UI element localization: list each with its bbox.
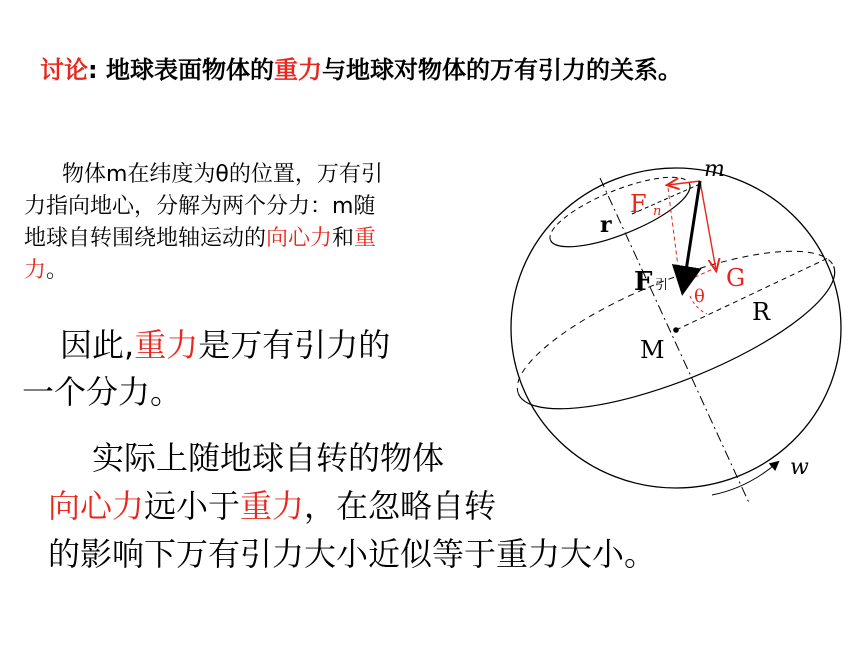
label-R: R <box>752 298 771 326</box>
label-F-subscript: 引 <box>655 278 669 293</box>
earth-center-dot <box>673 327 679 333</box>
label-F: F <box>634 267 653 297</box>
para3-text-post: ，在忽略自转 <box>304 487 497 525</box>
para1-line1: 物体m在纬度为θ的位置，万有引 <box>62 162 383 187</box>
centripetal-force-arrow <box>668 181 700 185</box>
para2-text-post: 是万有引力的 <box>198 326 391 364</box>
rotation-direction-arrow <box>712 462 778 495</box>
title-text-post: 与地球对物体的万有引力的关系。 <box>321 56 682 84</box>
para3-gravity: 重力 <box>240 487 305 525</box>
para3-centripetal-force: 向心力 <box>48 487 145 525</box>
para1-period: 。 <box>46 258 69 283</box>
para2-gravity: 重力 <box>134 326 199 364</box>
label-theta: θ <box>694 286 705 307</box>
label-w: w <box>790 455 809 480</box>
label-G: G <box>726 264 746 292</box>
para3-much-smaller: 远小于 <box>144 487 241 525</box>
label-M: M <box>640 336 665 364</box>
title-colon: : <box>88 56 98 84</box>
para3-line3: 的影响下万有引力大小近似等于重力大小。 <box>48 535 657 573</box>
title-highlight-gravity: 重力 <box>273 56 322 84</box>
label-Fn: F <box>630 190 647 218</box>
rotation-axis <box>600 178 750 505</box>
title-text-pre: 地球表面物体的 <box>97 56 274 84</box>
para1-and: 和 <box>332 226 355 251</box>
para1-line3-text: 地球自转围绕地轴运动的 <box>24 226 267 251</box>
title-label: 讨论 <box>40 56 88 84</box>
para3-line1: 实际上随地球自转的物体 <box>92 439 445 477</box>
parallelogram-left <box>668 188 680 282</box>
label-Fn-subscript: n <box>653 204 662 219</box>
label-r: r <box>600 212 612 238</box>
label-m: m <box>704 157 725 182</box>
para1-gravity-part2: 力 <box>24 258 47 283</box>
para2-text-pre: 因此, <box>60 326 135 364</box>
para1-centripetal-force: 向心力 <box>266 226 333 251</box>
para1-line2: 力指向地心，分解为两个分力：m随 <box>24 194 376 219</box>
gravity-G-arrow <box>700 181 716 270</box>
para2-line2: 一个分力。 <box>22 373 183 411</box>
para1-gravity-part1: 重 <box>354 226 377 251</box>
